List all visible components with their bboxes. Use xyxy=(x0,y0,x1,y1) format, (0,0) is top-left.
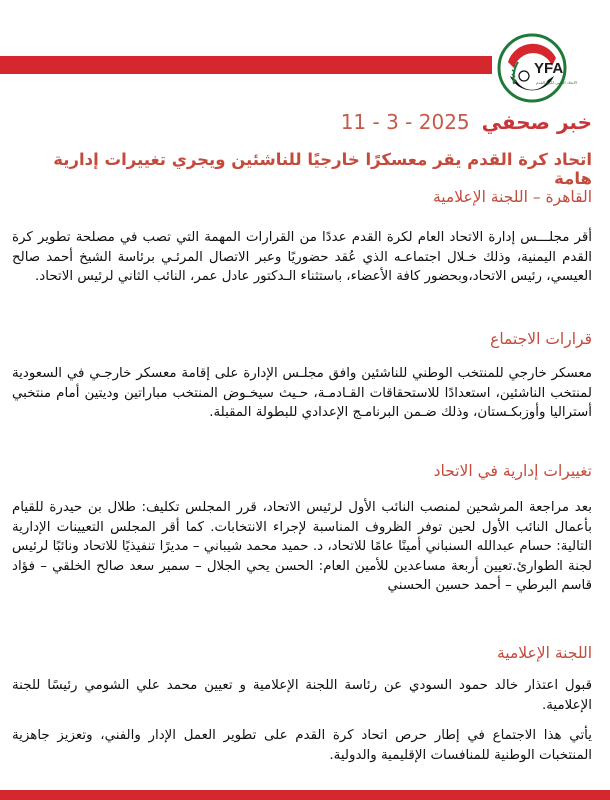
press-label: خبر صحفي xyxy=(481,110,592,134)
bottom-accent-bar xyxy=(0,790,610,800)
top-accent-bar xyxy=(0,56,492,74)
section-body-decisions: معسكر خارجي للمنتخب الوطني للناشئين وافق مجلـس الإدارة على إقامة معسكر خارجـي في السعودية لمنتخب الناشئين، استعدادًا للاستحقاقات القـادمـة، حـيث سيخـوض المنتخب مباراتين وديتين أمام منتخبي أستراليا وأوزبكـستان، وذلك ضـمن البرنامـج الإعدادي للبطولة المقبلة. xyxy=(12,366,592,420)
logo-subtitle: الاتحاد اليمني لكرة القدم xyxy=(536,80,577,85)
section-title-media-committee: اللجنة الإعلامية xyxy=(496,644,592,662)
section-body-media-committee: قبول اعتذار خالد حمود السودي عن رئاسة اللجنة الإعلامية و تعيين محمد علي الشومي رئيسًا للجنة الإعلامية. xyxy=(12,678,592,713)
intro-paragraph: أقر مجلـــس إدارة الاتحاد العام لكرة القدم عددًا من القرارات المهمة التي تصب في مصلحة تطوير كرة القدم اليمنية، وذلك خـلال اجتماعـه الذي عُقد حضوريًا وعبر الاتصال المرئـي برئاسة الشيخ أحمد صالح العيسي، رئيس الاتحاد،وبحضور كافة الأعضاء، باستثناء الـدكتور عادل عمر، النائب الثاني لرئيس الاتحاد. xyxy=(12,230,592,284)
closing-paragraph: يأتي هذا الاجتماع في إطار حرص اتحاد كرة القدم على تطوير العمل الإدار والفني، وتعزيز جاهزية المنتخبات الوطنية للمنافسات الإقليمية والدولية. xyxy=(12,728,592,763)
press-line xyxy=(341,110,592,134)
headline: اتحاد كرة القدم يقر معسكرًا خارجيًا للناشئين ويجري تغييرات إدارية هامة xyxy=(53,150,592,188)
section-body-admin-changes: بعد مراجعة المرشحين لمنصب النائب الأول لرئيس الاتحاد، قرر المجلس تكليف: طلال بن حيدرة للقيام بأعمال النائب الأول لحين توفر الظروف المناسبة لإجراء الانتخابات. كما أقر المجلس التعيينات الإدارية التالية: حسام عبدالله السنباني أمينًا عامًا للاتحاد، د. حميد محمد شيباني – مديرًا تنفيذيًا للاتحاد ونائبًا لرئيس لجنة الطوارئ.تعيين أربعة مساعدين للأمين العام: الحسن يحي الجلال – سمير سعد صالح الخلقي – فؤاد قاسم البرطي – أحمد حسين الحسني xyxy=(12,500,592,593)
section-title-decisions: قرارات الاجتماع xyxy=(490,330,592,348)
yfa-logo xyxy=(496,32,577,104)
press-date: 11 - 3 - 2025 xyxy=(340,110,470,134)
dateline: القاهرة – اللجنة الإعلامية xyxy=(432,188,592,206)
logo-text: YFA xyxy=(534,60,564,77)
section-title-admin-changes: تغييرات إدارية في الاتحاد xyxy=(433,462,592,480)
